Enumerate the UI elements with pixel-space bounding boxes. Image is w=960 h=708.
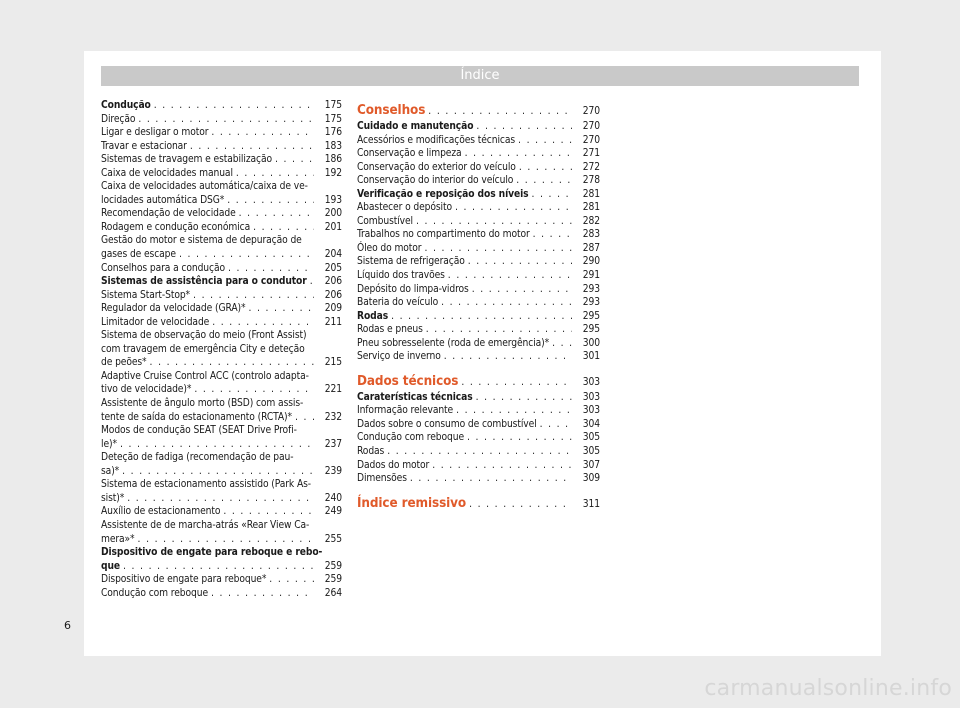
toc-page-number: 237 (324, 438, 342, 450)
toc-entry-text-line: Sistema de estacionamento assistido (Park As- (101, 479, 311, 491)
toc-entry-title: Conselhos (357, 103, 426, 118)
toc-page-number: 192 (324, 167, 342, 179)
toc-page-number: 290 (582, 256, 600, 268)
dot-leader (295, 411, 314, 425)
toc-entry-title: Óleo do motor (357, 242, 422, 254)
dot-leader (127, 492, 314, 506)
toc-page-number: 295 (582, 310, 600, 322)
toc-entry-title: Recomendação de velocidade (101, 208, 236, 220)
toc-section-entry[interactable] (357, 188, 600, 202)
toc-entry[interactable] (101, 397, 342, 424)
toc-entry-title: Ligar e desligar o motor (101, 127, 209, 139)
dot-leader (455, 201, 572, 215)
toc-entry-title: Trabalhos no compartimento do motor (357, 229, 530, 241)
watermark-text: carmanualsonline.info (704, 676, 952, 701)
toc-entry-title: Índice remissivo (357, 495, 467, 511)
dot-leader (448, 269, 572, 283)
toc-entry-title: Cuidado e manutenção (357, 121, 474, 132)
toc-page-number: 255 (324, 533, 342, 545)
toc-entry-title: Serviço de inverno (357, 351, 441, 363)
toc-entry-title: Condução com reboque (357, 432, 464, 444)
toc-entry[interactable] (357, 242, 600, 256)
toc-entry[interactable] (101, 316, 342, 330)
dot-leader (387, 445, 572, 459)
toc-entry-title: Dimensões (357, 473, 407, 485)
toc-page-number: 206 (324, 276, 342, 288)
toc-entry-title: Conservação e limpeza (357, 148, 462, 160)
toc-entry-title: le)* (101, 438, 117, 450)
toc-entry[interactable] (357, 283, 600, 297)
toc-page-number: 240 (324, 492, 342, 504)
toc-entry-title: Condução (101, 100, 151, 111)
toc-entry-title: sist)* (101, 492, 125, 504)
toc-section-entry[interactable] (357, 391, 600, 405)
toc-entry-title: Travar e estacionar (101, 140, 187, 152)
toc-entry-title: que (101, 560, 121, 572)
toc-page-number: 204 (324, 249, 342, 261)
toc-page-number: 201 (324, 221, 342, 233)
dot-leader (516, 174, 572, 188)
toc-page-number: 221 (324, 384, 342, 396)
toc-entry[interactable] (357, 323, 600, 337)
toc-entry[interactable] (101, 221, 342, 235)
toc-entry-title: Conservação do exterior do veículo (357, 161, 516, 173)
dot-leader (465, 147, 572, 161)
dot-leader (468, 255, 572, 269)
dot-leader (476, 391, 572, 405)
toc-page-number: 291 (582, 270, 600, 282)
toc-page-number: 287 (582, 242, 600, 254)
toc-page-number: 303 (582, 391, 600, 403)
toc-entry-title: Depósito do limpa-vidros (357, 283, 469, 295)
toc-page-number: 305 (582, 446, 600, 458)
toc-entry-title: Dados sobre o consumo de combustível (357, 418, 537, 430)
toc-entry[interactable] (357, 147, 600, 161)
toc-chapter-entry[interactable] (357, 495, 600, 513)
dot-leader (248, 302, 314, 316)
dot-leader (239, 207, 314, 221)
toc-entry-title: sa)* (101, 465, 120, 477)
toc-entry-title: Verificação e reposição dos níveis (357, 188, 529, 200)
toc-page-number: 278 (582, 175, 600, 187)
toc-entry[interactable] (357, 337, 600, 351)
toc-entry[interactable] (357, 134, 600, 148)
toc-entry[interactable] (101, 234, 342, 261)
toc-page-number: 281 (582, 202, 600, 214)
toc-entry-text-line: Sistema de observação do meio (Front Assist) (101, 330, 307, 342)
toc-page-number: 282 (582, 215, 600, 227)
toc-entry[interactable] (357, 228, 600, 242)
toc-entry[interactable] (357, 418, 600, 432)
toc-page-number: 215 (324, 357, 342, 369)
dot-leader (138, 113, 314, 127)
dot-leader (123, 560, 314, 574)
toc-entry[interactable] (101, 573, 342, 587)
toc-entry[interactable] (357, 459, 600, 473)
toc-section-entry[interactable] (101, 275, 342, 289)
toc-entry[interactable] (101, 519, 342, 546)
toc-entry[interactable] (101, 289, 342, 303)
toc-page-number: 259 (324, 574, 342, 586)
dot-leader (211, 587, 314, 601)
toc-entry[interactable] (357, 174, 600, 188)
toc-entry-title: Rodas (357, 310, 389, 322)
toc-entry[interactable] (357, 255, 600, 269)
toc-entry-title: Rodas (357, 446, 385, 458)
toc-entry-title: Sistema Start-Stop* (101, 289, 191, 301)
toc-page-number: 305 (582, 432, 600, 444)
dot-leader (540, 418, 572, 432)
toc-page-number: 176 (324, 127, 342, 139)
toc-entry-title: Sistema de refrigeração (357, 256, 465, 268)
dot-leader (432, 459, 572, 473)
toc-chapter-entry[interactable] (357, 373, 600, 391)
toc-entry[interactable] (101, 505, 342, 519)
toc-entry-title: de peões* (101, 357, 147, 369)
dot-leader (122, 465, 314, 479)
toc-entry[interactable] (357, 472, 600, 486)
toc-section-entry[interactable] (101, 546, 342, 573)
toc-page-number: 293 (582, 283, 600, 295)
toc-page-number: 249 (324, 506, 342, 518)
dot-leader (472, 283, 572, 297)
toc-page-number: 209 (324, 303, 342, 315)
toc-entry-title: Rodagem e condução económica (101, 221, 251, 233)
dot-leader (154, 99, 314, 113)
toc-entry[interactable] (357, 161, 600, 175)
toc-entry[interactable] (357, 215, 600, 229)
toc-entry[interactable] (101, 140, 342, 154)
dot-leader (410, 472, 572, 486)
toc-entry[interactable] (101, 451, 342, 478)
toc-entry[interactable] (101, 180, 342, 207)
toc-entry-title: Acessórios e modificações técnicas (357, 134, 516, 146)
toc-right-column (357, 99, 600, 513)
dot-leader (441, 296, 572, 310)
toc-entry[interactable] (101, 126, 342, 140)
dot-leader (190, 140, 314, 154)
toc-entry-title: Dispositivo de engate para reboque* (101, 574, 267, 586)
toc-entry[interactable] (357, 350, 600, 364)
toc-page-number: 271 (582, 148, 600, 160)
index-header-bar (101, 66, 859, 86)
dot-leader (424, 242, 572, 256)
toc-page-number: 183 (324, 140, 342, 152)
toc-entry-title: Direção (101, 113, 136, 125)
dot-leader (456, 404, 572, 418)
toc-entry[interactable] (357, 296, 600, 310)
dot-leader (211, 126, 314, 140)
toc-entry-title: locidades automática DSG* (101, 194, 225, 206)
toc-entry-title: Limitador de velocidade (101, 316, 210, 328)
toc-chapter-entry[interactable] (357, 102, 600, 120)
toc-page-number: 301 (582, 351, 600, 363)
toc-entry-title: Regulador da velocidade (GRA)* (101, 303, 246, 315)
toc-entry[interactable] (357, 201, 600, 215)
dot-leader (428, 103, 572, 120)
toc-page-number: 206 (324, 289, 342, 301)
dot-leader (532, 188, 572, 202)
toc-entry-title: Auxílio de estacionamento (101, 506, 221, 518)
toc-entry-text-line: Adaptive Cruise Control ACC (controlo adapta- (101, 370, 309, 382)
toc-page-number: 270 (582, 121, 600, 132)
toc-page-number: 303 (582, 376, 600, 388)
toc-page-number: 311 (582, 498, 600, 510)
toc-entry-text-line: Deteção de fadiga (recomendação de pau- (101, 452, 294, 464)
toc-entry-text-line: Caixa de velocidades automática/caixa de ve- (101, 181, 308, 193)
dot-leader (223, 505, 314, 519)
toc-entry-text-line: com travagem de emergência City e deteção (101, 343, 305, 355)
toc-page-number: 211 (324, 316, 342, 328)
toc-entry[interactable] (357, 404, 600, 418)
toc-page-number: 232 (324, 411, 342, 423)
toc-page-number: 239 (324, 465, 342, 477)
toc-page-number: 259 (324, 560, 342, 572)
toc-page-number: 281 (582, 188, 600, 200)
dot-leader (444, 350, 572, 364)
dot-leader (552, 337, 572, 351)
toc-page-number: 303 (582, 405, 600, 417)
toc-entry-title: gases de escape (101, 249, 176, 261)
toc-entry-title: Dados do motor (357, 459, 430, 471)
toc-entry-title: Bateria do veículo (357, 297, 439, 309)
toc-entry-text-line: Assistente de ângulo morto (BSD) com assis- (101, 398, 304, 410)
dot-leader (391, 310, 572, 324)
toc-entry[interactable] (101, 262, 342, 276)
toc-entry-title: Dados técnicos (357, 373, 459, 389)
toc-page-number: 270 (582, 106, 600, 117)
dot-leader (467, 431, 572, 445)
dot-leader (236, 167, 314, 181)
toc-entry[interactable] (101, 329, 342, 370)
toc-entry-title: Condução com reboque (101, 587, 208, 599)
toc-section-entry[interactable] (357, 120, 600, 134)
toc-section-entry[interactable] (357, 310, 600, 324)
toc-entry[interactable] (357, 431, 600, 445)
dot-leader (194, 383, 314, 397)
toc-entry-title: Combustível (357, 215, 413, 227)
toc-entry-title: Pneu sobresselente (roda de emergência)* (357, 337, 550, 349)
dot-leader (519, 161, 572, 175)
toc-entry-title: Conservação do interior do veículo (357, 175, 514, 187)
toc-entry-title: Rodas e pneus (357, 324, 423, 336)
toc-entry-title: tivo de velocidade)* (101, 384, 192, 396)
dot-leader (310, 275, 314, 289)
dot-leader (179, 248, 314, 262)
dot-leader (138, 533, 314, 547)
toc-page-number: 175 (324, 113, 342, 125)
toc-entry[interactable] (101, 587, 342, 601)
toc-entry-text-line: Gestão do motor e sistema de depuração de (101, 235, 302, 247)
toc-page-number: 304 (582, 418, 600, 430)
toc-entry-title: mera»* (101, 533, 135, 545)
toc-entry[interactable] (101, 207, 342, 221)
toc-entry-text-line: Modos de condução SEAT (SEAT Drive Profi- (101, 425, 297, 437)
toc-page-number: 307 (582, 459, 600, 471)
chapter-spacer (357, 364, 600, 370)
chapter-spacer (357, 486, 600, 492)
toc-entry-text-line: Dispositivo de engate para reboque e rebo- (101, 547, 323, 559)
dot-leader (533, 228, 572, 242)
toc-entry-title: Informação relevante (357, 405, 454, 417)
toc-page-number: 283 (582, 229, 600, 241)
dot-leader (518, 134, 572, 148)
toc-page-number: 270 (582, 134, 600, 146)
toc-entry-title: Líquido dos travões (357, 270, 445, 282)
toc-entry-title: Sistemas de assistência para o condutor (101, 276, 307, 288)
toc-page-number: 175 (324, 100, 342, 111)
toc-left-column (101, 99, 342, 600)
toc-entry-title: Caraterísticas técnicas (357, 391, 473, 403)
dot-leader (193, 289, 314, 303)
dot-leader (212, 316, 314, 330)
dot-leader (426, 323, 572, 337)
dot-leader (275, 153, 314, 167)
dot-leader (120, 438, 314, 452)
dot-leader (469, 496, 572, 513)
toc-page-number: 272 (582, 161, 600, 173)
toc-page-number: 186 (324, 154, 342, 166)
toc-entry[interactable] (101, 113, 342, 127)
toc-entry[interactable] (357, 445, 600, 459)
toc-entry[interactable] (101, 167, 342, 181)
dot-leader (416, 215, 572, 229)
toc-entry-text-line: Assistente de de marcha-atrás «Rear View Ca- (101, 519, 310, 531)
toc-entry-title: Conselhos para a condução (101, 262, 225, 274)
page-number: 6 (64, 619, 71, 632)
dot-leader (228, 262, 314, 276)
dot-leader (269, 573, 314, 587)
toc-entry[interactable] (101, 302, 342, 316)
dot-leader (476, 120, 572, 134)
toc-entry-title: tente de saída do estacionamento (RCTA)* (101, 411, 292, 423)
dot-leader (253, 221, 314, 235)
toc-entry-title: Sistemas de travagem e estabilização (101, 154, 273, 166)
dot-leader (227, 194, 314, 208)
toc-page-number: 309 (582, 473, 600, 485)
page-title: Índice (460, 68, 500, 83)
toc-page-number: 264 (324, 587, 342, 599)
toc-section-entry[interactable] (101, 99, 342, 113)
toc-entry[interactable] (357, 269, 600, 283)
toc-page-number: 193 (324, 194, 342, 206)
toc-entry[interactable] (101, 478, 342, 505)
toc-page-number: 300 (582, 337, 600, 349)
toc-entry-title: Abastecer o depósito (357, 202, 452, 214)
toc-entry-title: Caixa de velocidades manual (101, 167, 233, 179)
toc-page-number: 200 (324, 208, 342, 220)
dot-leader (150, 356, 314, 370)
toc-page-number: 205 (324, 262, 342, 274)
toc-entry[interactable] (101, 153, 342, 167)
toc-entry[interactable] (101, 370, 342, 397)
toc-page-number: 295 (582, 324, 600, 336)
toc-page-number: 293 (582, 297, 600, 309)
toc-entry[interactable] (101, 424, 342, 451)
dot-leader (461, 374, 572, 391)
